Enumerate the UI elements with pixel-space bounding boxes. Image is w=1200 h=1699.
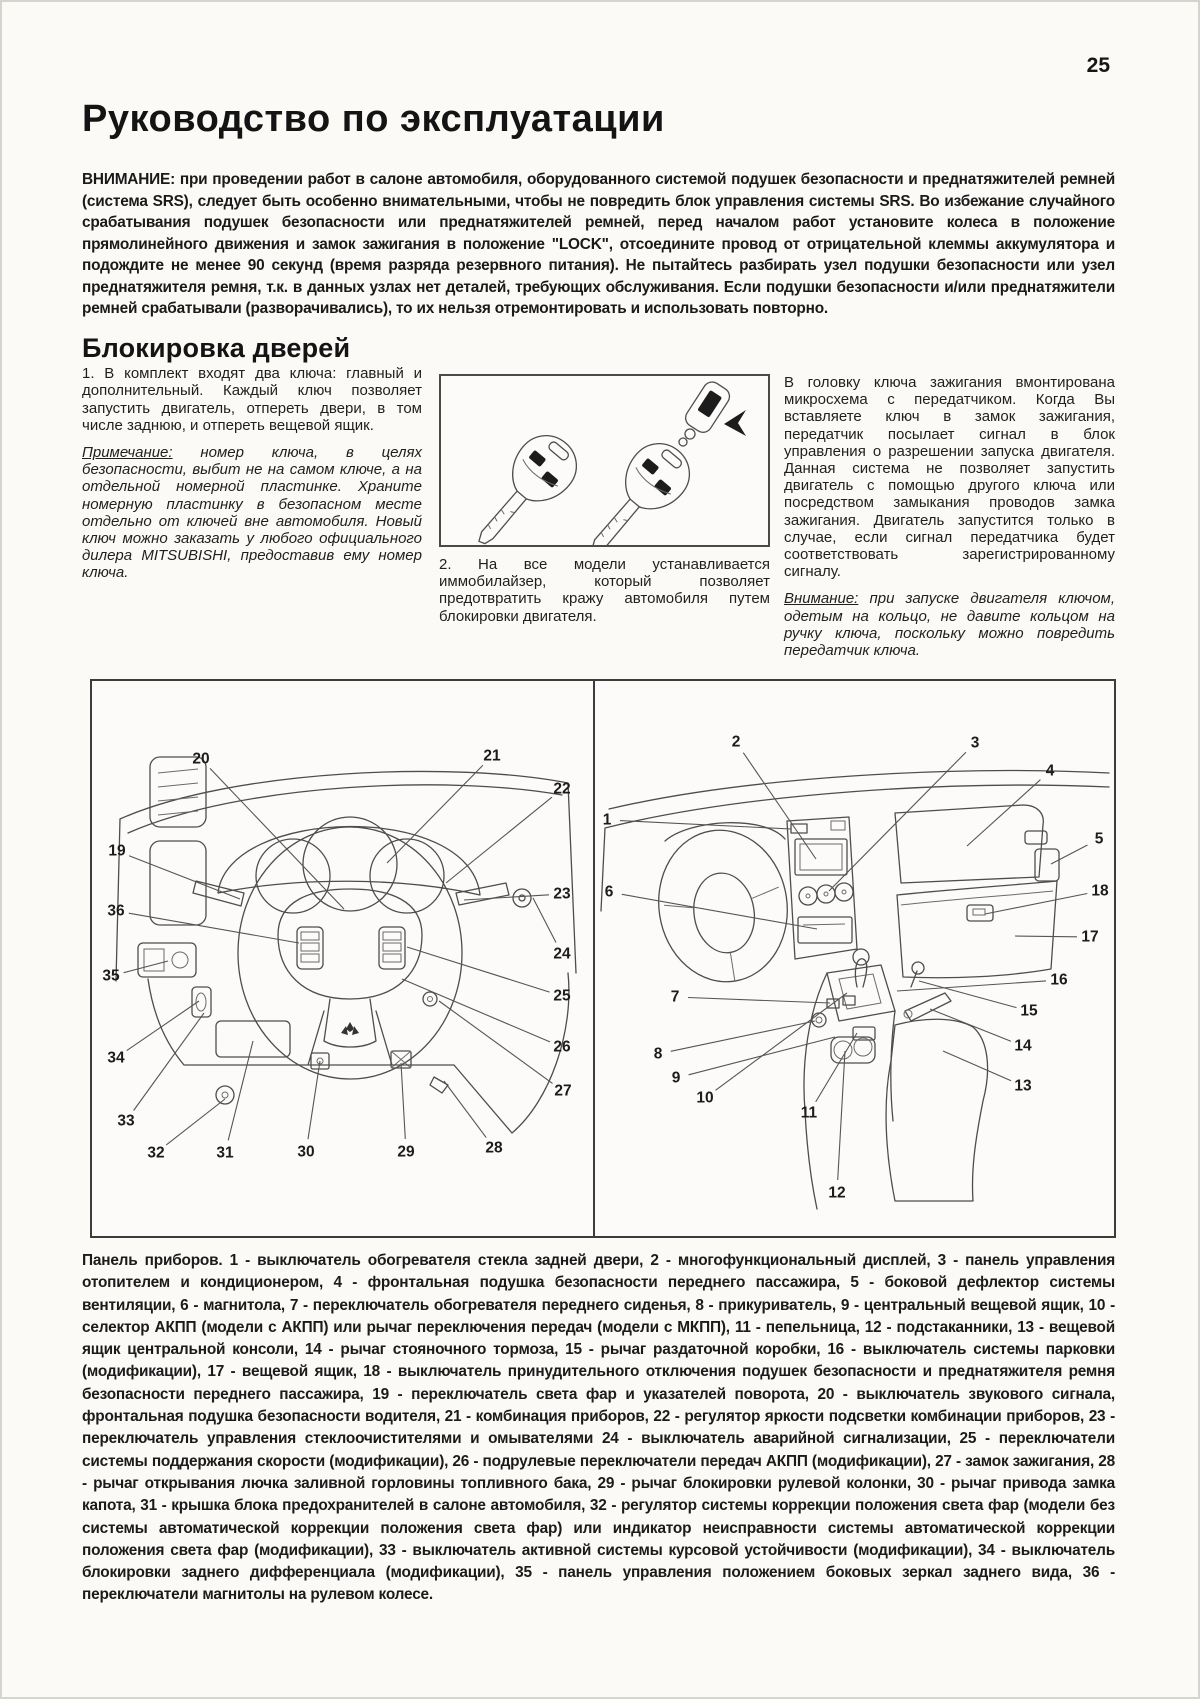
callout-leader-line [688, 998, 830, 1004]
callout-number: 12 [828, 1184, 846, 1202]
full-dashboard-diagram [595, 681, 1114, 1236]
callout-number: 13 [1014, 1077, 1032, 1095]
callout-number: 27 [554, 1082, 572, 1100]
callout-number: 11 [800, 1104, 818, 1122]
callout-leader-line [743, 753, 816, 859]
callout-leader-line [620, 821, 791, 829]
callout-leader-line [127, 1001, 199, 1051]
column-left [82, 333, 422, 582]
driver-side-panel [92, 681, 595, 1236]
callout-number: 5 [1094, 830, 1104, 848]
attention-label: Внимание: [784, 590, 859, 608]
callout-number: 19 [108, 842, 126, 860]
callout-leader-line [446, 797, 552, 883]
callout-leader-line [402, 979, 550, 1042]
keys-illustration-icon [441, 376, 768, 545]
callout-number: 35 [102, 967, 120, 985]
callout-number: 34 [107, 1049, 125, 1067]
callout-leader-line [985, 894, 1087, 915]
callout-leader-line [967, 780, 1040, 846]
callout-number: 24 [553, 945, 571, 963]
key-ring-warning [784, 590, 1115, 659]
callout-leader-line [129, 913, 299, 943]
callout-number: 25 [553, 987, 571, 1005]
callout-leader-line [134, 1013, 204, 1111]
callout-number: 14 [1014, 1037, 1032, 1055]
callout-number: 23 [553, 885, 571, 903]
callout-number: 30 [297, 1143, 315, 1161]
callout-leader-line [671, 1021, 815, 1051]
callout-number: 33 [117, 1112, 135, 1130]
callout-number: 8 [653, 1045, 663, 1063]
callout-leader-line [401, 1063, 405, 1139]
callout-leader-line [129, 856, 240, 899]
section-heading: Блокировка дверей [82, 333, 351, 363]
callout-leader-line [1051, 845, 1088, 864]
callout-number: 1 [602, 811, 612, 829]
full-dashboard-panel [595, 681, 1114, 1236]
callout-leader-line [228, 1041, 253, 1140]
callout-number: 2 [731, 733, 741, 751]
insert-arrow-icon [724, 410, 746, 436]
callout-number: 9 [671, 1069, 681, 1087]
callout-leader-line [943, 1051, 1011, 1081]
callout-leader-line [533, 898, 556, 943]
main-key-icon [458, 424, 588, 545]
note-text: номер ключа, в целях безопасности, выбит не на самом ключе, а на отдельной номерной пластинке. Храните номерную пластинку в безопасном месте отдельно от ключей вне автомобиля. Новый ключ можно заказать у любого официального дилера MITSUBISHI, предоставив ему номер ключа. [82, 444, 422, 582]
callout-number: 7 [670, 988, 680, 1006]
key-fob-icon [679, 379, 733, 446]
callout-leader-line [919, 981, 1017, 1008]
callout-number: 18 [1091, 882, 1109, 900]
callout-number: 21 [483, 747, 501, 765]
callout-leader-line [439, 1001, 553, 1083]
callout-leader-line [838, 1051, 845, 1180]
callout-number: 6 [604, 883, 614, 901]
page-number: 25 [1086, 54, 1110, 77]
callout-number: 4 [1045, 762, 1055, 780]
transponder-paragraph: В головку ключа зажигания вмонтирована микросхема с передатчиком. Когда Вы вставляете ключ в замок зажигания, передатчик посылает сигнал в блок управления о разрешении запуска двигателя. Данная система не позволяет запустить двигатель с помощью другого ключа или посредством замыкания проводов замка зажигания. Двигатель запустится только в случае, если сигнал передатчика будет соответствовать зарегистрированному сигналу. [784, 374, 1115, 581]
callout-number: 17 [1081, 928, 1099, 946]
callout-leader-line [1015, 936, 1077, 937]
callout-number: 36 [107, 902, 125, 920]
keys-figure [439, 374, 770, 547]
attention-text: при запуске двигателя ключом, одетым на кольцо, не давите кольцом на ручку ключа, поскольку можно повредить передатчик ключа. [784, 590, 1115, 660]
column-middle [439, 374, 770, 634]
figure-caption: Панель приборов. 1 - выключатель обогревателя стекла задней двери, 2 - многофункциональный дисплей, 3 - панель управления отопителем и кондиционером, 4 - фронтальная подушка безопасности переднего пассажира, 5 - боковой дефлектор системы вентиляции, 6 - магнитола, 7 - переключатель обогревателя переднего сиденья, 8 - прикуриватель, 9 - центральный вещевой ящик, 10 - селектор АКПП (модели с АКПП) или рычаг переключения передач (модели с МКПП), 11 - пепельница, 12 - подстаканники, 13 - вещевой ящик центральной консоли, 14 - рычаг стояночного тормоза, 15 - рычаг раздаточной коробки, 16 - выключатель системы парковки (модификации), 17 - вещевой ящик, 18 - выключатель принудительного отключения подушек безопасности и преднатяжителя ремня безопасности переднего пассажира, 19 - переключатель света фар и указателей поворота, 20 - выключатель звукового сигнала, фронтальная подушка безопасности водителя, 21 - комбинация приборов, 22 - регулятор яркости подсветки комбинации приборов, 23 - переключатель управления стеклоочистителями и омывателями 24 - выключатель аварийной сигнализации, 25 - переключатели системы поддержания скорости (модификации), 26 - подрулевые переключатели передач АКПП (модификации), 27 - замок зажигания, 28 - рычаг открывания лючка заливной горловины топливного бака, 29 - рычаг блокировки рулевой колонки, 30 - рычаг привода замка капота, 31 - крышка блока предохранителей в салоне автомобиля, 32 - регулятор системы коррекции положения света фар (модели без системы автоматической коррекции положения света фар) или индикатор неисправности системы автоматической коррекции положения света фар (модификации), 33 - выключатель активной системы курсовой устойчивости (модификации), 34 - выключатель блокировки заднего дифференциала (модификации), 35 - панель управления положением боковых зеркал заднего вида, 36 - переключатели магнитолы на рулевом колесе. [82, 1252, 1115, 1604]
driver-dash-art-icon [116, 757, 576, 1133]
callout-leader-line [387, 765, 483, 863]
callout-leader-line [166, 1099, 225, 1145]
callout-number: 28 [485, 1139, 503, 1157]
callout-number: 26 [553, 1038, 571, 1056]
callout-number: 31 [216, 1144, 234, 1162]
callout-leader-line [930, 1009, 1011, 1041]
callout-number: 15 [1020, 1002, 1038, 1020]
callout-number: 10 [696, 1089, 714, 1107]
callout-number: 20 [192, 750, 210, 768]
immobilizer-paragraph: 2. На все модели устанавливается иммобилайзер, который позволяет предотвратить кражу автомобиля путем блокировки двигателя. [439, 556, 770, 625]
callout-leader-line [444, 1081, 486, 1138]
spare-key-icon [571, 432, 701, 545]
keys-paragraph: 1. В комплект входят два ключа: главный и дополнительный. Каждый ключ позволяет запустить двигатель, отпереть двери, в том числе заднюю, и отпереть вещевой ящик. [82, 365, 422, 434]
srs-warning-paragraph: ВНИМАНИЕ: при проведении работ в салоне автомобиля, оборудованного системой подушек безопасности и преднатяжителей ремней (система SRS), следует быть особенно внимательными, чтобы не повредить блок управления системы SRS. Во избежание случайного срабатывания подушек безопасности или преднатяжителей ремней, перед началом работ установите колеса в положение прямолинейного движения и замок зажигания в положение "LOCK", отсоедините провод от отрицательной клеммы аккумулятора и подождите не менее 90 секунд (время разряда резервного питания). Не пытайтесь разбирать узел подушки безопасности или узел преднатяжителя ремня, т.к. в данных узлах нет деталей, требующих обслуживания. Если подушки безопасности и/или преднатяжители ремней срабатывали (разворачивались), то их нельзя отремонтировать и использовать повторно. [82, 171, 1115, 317]
callout-number: 32 [147, 1144, 165, 1162]
page-title: Руководство по эксплуатации [82, 98, 665, 140]
dashboard-figure [90, 679, 1116, 1238]
column-right [784, 374, 1115, 659]
note-label: Примечание: [82, 444, 173, 462]
callout-number: 29 [397, 1143, 415, 1161]
callout-number: 3 [970, 734, 980, 752]
key-number-note [82, 444, 422, 582]
callout-leader-line [897, 981, 1046, 991]
callout-leader-line [407, 947, 550, 992]
callout-leader-line [716, 993, 848, 1090]
driver-dashboard-diagram [92, 681, 593, 1236]
callout-number: 16 [1050, 971, 1068, 989]
callout-number: 22 [553, 780, 571, 798]
